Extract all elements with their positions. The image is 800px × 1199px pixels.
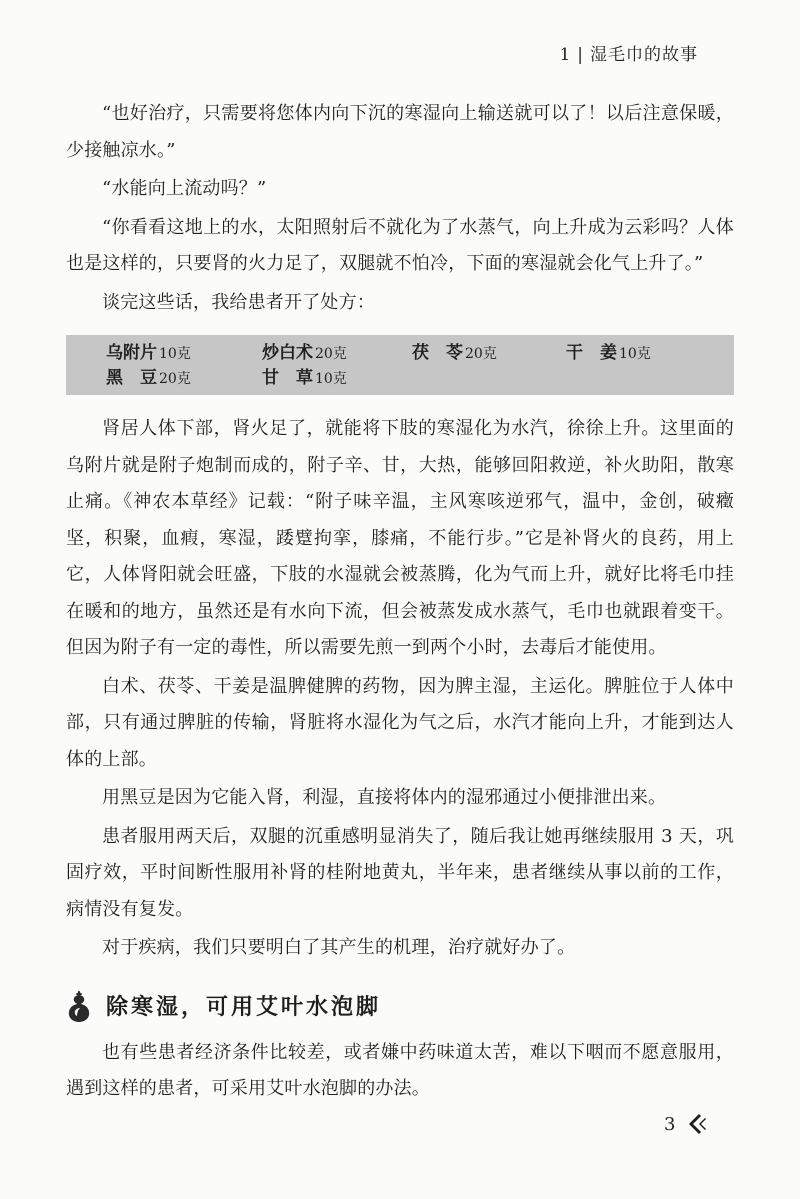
herb-dose: 20克 [465,346,497,362]
herb-dose: 10克 [619,346,651,362]
herb-dose: 10克 [159,346,191,362]
gourd-icon [66,989,92,1023]
paragraph: 对于疾病，我们只要明白了其产生的机理，治疗就好办了。 [102,937,576,958]
paragraph: 白术、茯苓、干姜是温脾健脾的药物，因为脾主湿，主运化。脾脏位于人体中部，只有通过脾脏的传输，肾脏将水湿化为气之后，水汽才能向上升，才能到达人体的上部。 [66,675,734,770]
herb-dose: 20克 [159,371,191,387]
running-header [559,40,698,65]
herb-item [106,338,191,363]
herb-name: 茯 苓 [412,343,463,363]
prescription-box [66,335,734,395]
herb-dose: 20克 [315,346,347,362]
paragraph: 也有些患者经济条件比较差，或者嫌中药味道太苦，难以下咽而不愿意服用，遇到这样的患者，可采用艾叶水泡脚的办法。 [66,1041,734,1099]
herb-item [412,338,497,363]
chapter-title: 湿毛巾的故事 [590,45,698,65]
herb-item [106,363,191,388]
herb-item [262,338,347,363]
page-footer [664,1112,707,1136]
paragraph: “也好治疗，只需要将您体内向下沉的寒湿向上输送就可以了！以后注意保暖，少接触凉水。” [66,103,734,161]
herb-name: 乌附片 [106,343,157,363]
double-chevron-icon [685,1112,707,1136]
paragraph: 患者服用两天后，双腿的沉重感明显消失了，随后我让她再继续服用 3 天，巩固疗效，平时间断性服用补肾的桂附地黄丸，半年来，患者继续从事以前的工作，病情没有复发。 [66,825,734,920]
section-title: 除寒湿，可用艾叶水泡脚 [106,994,382,1020]
herb-name: 黑 豆 [106,368,157,388]
chapter-number: 1 [559,45,572,65]
herb-name: 干 姜 [566,343,617,363]
header-separator: | [577,45,584,65]
herb-dose: 10克 [315,371,347,387]
page-content [66,96,734,1110]
paragraph: “水能向上流动吗？” [102,178,267,199]
prescription-row [66,363,734,389]
section-heading [66,989,734,1023]
paragraph: “你看看这地上的水，太阳照射后不就化为了水蒸气，向上升成为云彩吗？人体也是这样的，只要肾的火力足了，双腿就不怕冷，下面的寒湿就会化气上升了。” [66,216,734,274]
paragraph: 用黑豆是因为它能入肾，利湿，直接将体内的湿邪通过小便排泄出来。 [102,787,667,808]
herb-item [262,363,347,388]
paragraph: 肾居人体下部，肾火足了，就能将下肢的寒湿化为水汽，徐徐上升。这里面的乌附片就是附子炮制而成的，附子辛、甘，大热，能够回阳救逆，补火助阳，散寒止痛。《神农本草经》记载：“附子味辛温，主风寒咳逆邪气，温中，金创，破癥坚，积聚，血瘕，寒湿，踒躄拘挛，膝痛，不能行步。”它是补肾火的良药，用上它，人体肾阳就会旺盛，下肢的水湿就会被蒸腾，化为气而上升，就好比将毛巾挂在暖和的地方，虽然还是有水向下流，但会被蒸发成水蒸气，毛巾也就跟着变干。但因为附子有一定的毒性，所以需要先煎一到两个小时，去毒后才能使用。 [66,418,734,658]
page-number: 3 [664,1113,676,1135]
herb-item [566,338,651,363]
herb-name: 甘 草 [262,368,313,388]
herb-name: 炒白术 [262,343,313,363]
paragraph: 谈完这些话，我给患者开了处方： [102,291,375,313]
prescription-row [66,338,734,364]
